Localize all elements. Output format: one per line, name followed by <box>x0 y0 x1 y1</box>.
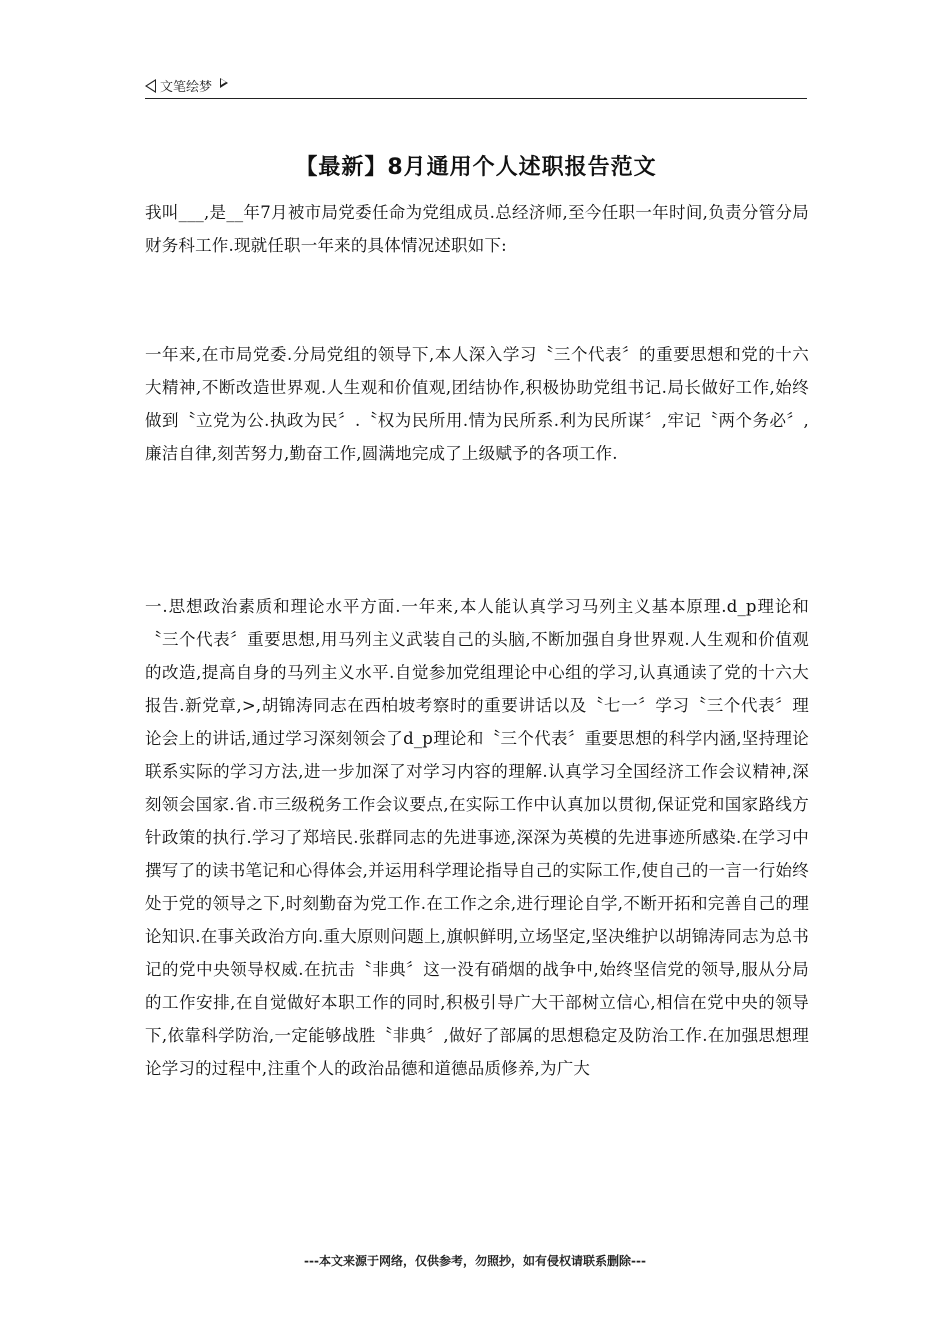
page-header <box>145 72 807 99</box>
triangle-right-icon <box>220 78 228 88</box>
footer-notice: ---本文来源于网络，仅供参考，勿照抄，如有侵权请联系删除--- <box>304 1254 646 1268</box>
paragraph-section-one: 一.思想政治素质和理论水平方面.一年来,本人能认真学习马列主义基本原理.d_p理论和〝三个代表〞重要思想,用马列主义武装自己的头脑,不断加强自身世界观.人生观和价值观的改造,提高自身的马列主义水平.自觉参加党组理论中心组的学习,认真通读了党的十六大报告.新党章,>,胡锦涛同志在西柏坡考察时的重要讲话以及〝七一〞学习〝三个代表〞理论会上的讲话,通过学习深刻领会了d_p理论和〝三个代表〞重要思想的科学内涵,坚持理论联系实际的学习方法,进一步加深了对学习内容的理解.认真学习全国经济工作会议精神,深刻领会国家.省.市三级税务工作会议要点,在实际工作中认真加以贯彻,保证党和国家路线方针政策的执行.学习了郑培民.张群同志的先进事迹,深深为英模的先进事迹所感染.在学习中撰写了的读书笔记和心得体会,并运用科学理论指导自己的实际工作,使自己的一言一行始终处于党的领导之下,时刻勤奋为党工作.在工作之余,进行理论自学,不断开拓和完善自己的理论知识.在事关政治方向.重大原则问题上,旗帜鲜明,立场坚定,坚决维护以胡锦涛同志为总书记的党中央领导权威.在抗击〝非典〞这一没有硝烟的战争中,始终坚信党的领导,服从分局的工作安排,在自觉做好本职工作的同时,积极引导广大干部树立信心,相信在党中央的领导下,依靠科学防治,一定能够战胜〝非典〞,做好了部属的思想稳定及防治工作.在加强思想理论学习的过程中,注重个人的政治品德和道德品质修养,为广大 <box>145 597 809 1078</box>
paragraph-overview: 一年来,在市局党委.分局党组的领导下,本人深入学习〝三个代表〞的重要思想和党的十六大精神,不断改造世界观.人生观和价值观,团结协作,积极协助党组书记.局长做好工作,始终做到〝立党为公.执政为民〞.〝权为民所用.情为民所系.利为民所谋〞,牢记〝两个务必〞,廉洁自律,刻苦努力,勤奋工作,圆满地完成了上级赋予的各项工作. <box>145 345 809 463</box>
header-brand: 文笔绘梦 <box>160 80 213 95</box>
document-title: 【最新】8月通用个人述职报告范文 <box>295 155 657 180</box>
header-brand-group <box>145 76 228 95</box>
paragraph-intro: 我叫___,是__年7月被市局党委任命为党组成员.总经济师,至今任职一年时间,负责分管分局财务科工作.现就任职一年来的具体情况述职如下: <box>145 203 809 255</box>
triangle-left-icon <box>145 79 156 93</box>
